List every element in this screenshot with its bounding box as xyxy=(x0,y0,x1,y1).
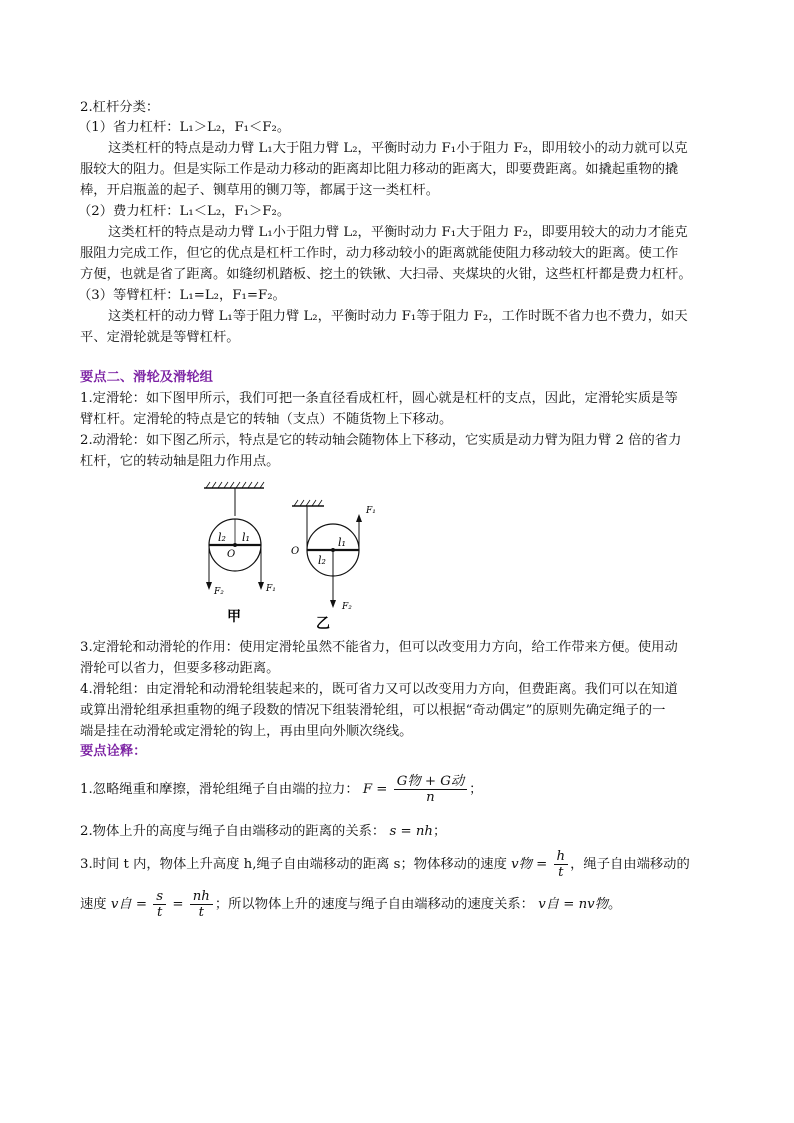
pulley-paragraph: 2.动滑轮：如下图乙所示，特点是它的转动轴会随物体上下移动，它实质是动力臂为阻力臂 2 倍的省力 xyxy=(80,433,682,448)
lever-class-1-text: 棒，开启瓶盖的起子、铡草用的铡刀等，都属于这一类杠杆。 xyxy=(80,183,440,198)
note-1-text: 1.忽略绳重和摩擦，滑轮组绳子自由端的拉力： xyxy=(80,782,359,797)
punctuation: ； xyxy=(469,782,483,797)
fraction-numerator: nh xyxy=(190,889,213,905)
note-2-text: 2.物体上升的高度与绳子自由端移动的距离的关系： xyxy=(80,824,386,839)
pulley-paragraph: 1.定滑轮：如下图甲所示，我们可把一条直径看成杠杆，圆心就是杠杆的支点，因此，定滑轮实质是等 xyxy=(80,391,678,406)
note-3-line-1 xyxy=(80,848,690,882)
lever-class-2-text: 这类杠杆的特点是动力臂 L₁小于阻力臂 L₂，平衡时动力 F₁大于阻力 F₂，即要用较大的动力才能克 xyxy=(108,225,688,240)
pull-force-fraction xyxy=(394,774,467,805)
figure-label-jia: 甲 xyxy=(227,609,241,625)
fraction-denominator: t xyxy=(198,905,204,920)
l2-label: l₂ xyxy=(318,554,326,567)
pulley-diagram xyxy=(190,478,390,638)
pulley-paragraph: 或算出滑轮组承担重物的绳子段数的情况下组装滑轮组，可以根据“奇动偶定”的原则先确定绳子的一 xyxy=(80,703,666,718)
lever-class-3-title: （3）等臂杠杆：L₁=L₂，F₁=F₂。 xyxy=(78,288,286,303)
rope-velocity-fraction xyxy=(153,889,166,920)
pulley-paragraph: 3.定滑轮和动滑轮的作用：使用定滑轮虽然不能省力，但可以改变用力方向，给工作带来方便。使用动 xyxy=(80,640,678,655)
lever-class-3-text: 平、定滑轮就是等臂杠杆。 xyxy=(80,330,240,345)
fixed-pulley-figure xyxy=(204,482,276,625)
l1-label: l₁ xyxy=(242,531,250,544)
fulcrum-o-label: O xyxy=(291,546,300,557)
lever-class-2-text: 方便，也就是省了距离。如缝纫机踏板、挖土的铁锹、大扫帚、夹煤块的火钳，这些杠杆都是费力杠杆。 xyxy=(80,267,692,282)
lever-class-1-text: 这类杠杆的特点是动力臂 L₁大于阻力臂 L₂，平衡时动力 F₁小于阻力 F₂，即用较小的动力就可以克 xyxy=(108,141,688,156)
distance-formula: s = nh xyxy=(389,824,433,839)
formula-lhs: v物 = xyxy=(511,857,548,872)
formula-lhs: F = xyxy=(362,782,388,797)
fraction-numerator: s xyxy=(153,889,166,905)
lever-class-1-title: （1）省力杠杆：L₁＞L₂，F₁＜F₂。 xyxy=(78,120,291,135)
note-2 xyxy=(80,822,446,842)
lever-class-2-text: 服阻力完成工作，但它的优点是杠杆工作时，动力移动较小的距离就能使阻力移动较大的距离。使工作 xyxy=(80,246,679,261)
l1-label: l₁ xyxy=(338,536,346,549)
fraction-denominator: n xyxy=(426,790,435,805)
object-velocity-fraction xyxy=(554,849,569,880)
f1-label: F₁ xyxy=(266,584,276,594)
section-heading-pulley: 要点二、滑轮及滑轮组 xyxy=(80,370,213,385)
pulley-paragraph: 4.滑轮组：由定滑轮和动滑轮组装起来的，既可省力又可以改变用力方向，但费距离。我们可以在知道 xyxy=(80,682,678,697)
velocity-relation-formula: v自 = nv物 xyxy=(538,897,608,912)
f2-label: F₂ xyxy=(214,587,224,597)
note-3-line-2 xyxy=(80,888,621,922)
f1-label: F₁ xyxy=(366,506,376,516)
movable-pulley-figure xyxy=(291,500,376,632)
lever-class-3-text: 这类杠杆的动力臂 L₁等于阻力臂 L₂，平衡时动力 F₁等于阻力 F₂，工作时既不省力也不费力，如天 xyxy=(108,309,688,324)
section-heading-lever: 2.杠杆分类： xyxy=(80,100,160,115)
pulley-paragraph: 端是挂在动滑轮或定滑轮的钩上，再由里向外顺次绕线。 xyxy=(80,724,413,739)
pulley-paragraph: 臂杠杆。定滑轮的特点是它的转轴（支点）不随货物上下移动。 xyxy=(80,412,453,427)
lever-class-1-text: 服较大的阻力。但是实际工作是动力移动的距离却比阻力移动的距离大，即要费距离。如撬起重物的撬 xyxy=(80,162,679,177)
l2-label: l₂ xyxy=(218,531,226,544)
note-3-text: ，绳子自由端移动的 xyxy=(570,857,690,872)
fulcrum-o-label: O xyxy=(227,549,236,560)
punctuation: 。 xyxy=(607,897,622,912)
f2-label: F₂ xyxy=(342,602,352,612)
pulley-paragraph: 杠杆，它的转动轴是阻力作用点。 xyxy=(80,454,280,469)
rope-velocity-fraction xyxy=(190,889,213,920)
note-3-text: 速度 xyxy=(80,897,107,912)
note-3-text: ；所以物体上升的速度与绳子自由端移动的速度关系： xyxy=(214,897,534,912)
note-3-text: 3.时间 t 内，物体上升高度 h,绳子自由端移动的距离 s；物体移动的速度 xyxy=(80,857,507,872)
lever-class-2-title: （2）费力杠杆：L₁＜L₂，F₁＞F₂。 xyxy=(78,204,291,219)
pulley-paragraph: 滑轮可以省力，但要多移动距离。 xyxy=(80,661,280,676)
fraction-numerator: h xyxy=(554,849,569,865)
note-1 xyxy=(80,772,482,808)
equals-sign: = xyxy=(172,897,184,912)
fraction-denominator: t xyxy=(558,865,564,880)
punctuation: ； xyxy=(433,824,447,839)
section-heading-notes: 要点诠释： xyxy=(80,744,147,759)
fraction-numerator: G物 + G动 xyxy=(394,774,467,790)
fraction-denominator: t xyxy=(156,905,163,920)
formula-lhs: v自 = xyxy=(110,897,148,912)
figure-label-yi: 乙 xyxy=(316,616,330,632)
